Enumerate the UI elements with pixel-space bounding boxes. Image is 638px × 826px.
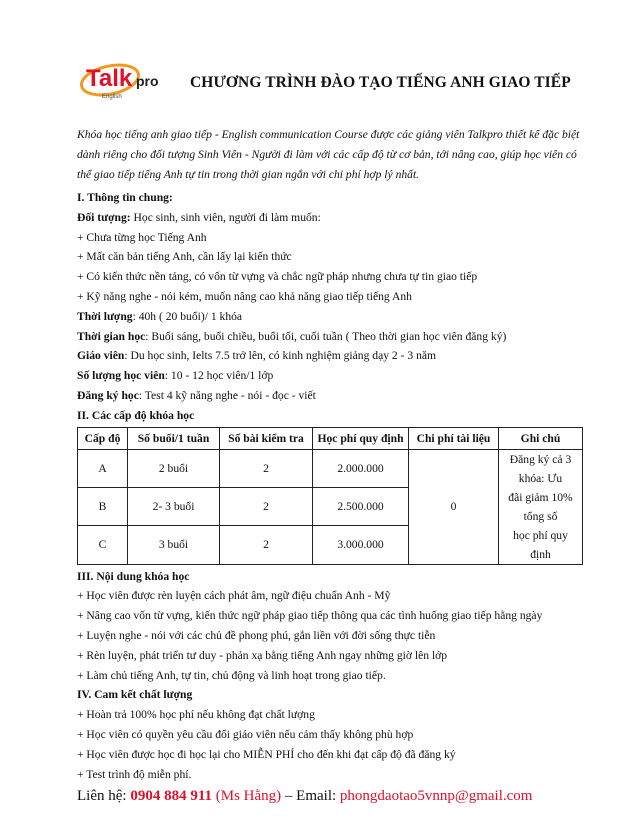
content-bullet: + Làm chủ tiếng Anh, tự tin, chủ động và linh hoạt trong giao tiếp. <box>77 668 386 682</box>
document-title: CHƯƠNG TRÌNH ĐÀO TẠO TIẾNG ANH GIAO TIẾP <box>190 74 571 91</box>
note-cell <box>499 449 583 564</box>
section-content-heading: III. Nội dung khóa học <box>77 569 190 583</box>
contact-email-link[interactable]: phongdaotao5vnnp@gmail.com <box>339 788 533 805</box>
section-levels-heading: II. Các cấp độ khóa học <box>77 408 195 422</box>
contact-person: (Ms Hằng) <box>212 788 282 805</box>
note-line: học phí quy định <box>513 528 568 561</box>
contact-phone[interactable]: 0904 884 911 <box>130 788 213 805</box>
contact-label: Liên hệ: <box>77 788 131 805</box>
target-bullet: + Kỹ năng nghe - nói kém, muốn nâng cao khả năng giao tiếp tiếng Anh <box>77 289 412 303</box>
column-header: Cấp độ <box>78 427 128 449</box>
table-cell: 2.000.000 <box>313 449 409 487</box>
duration-label: Thời lượng <box>77 309 133 323</box>
target-label: Đối tượng: <box>77 210 131 224</box>
table-row <box>78 449 583 487</box>
content-bullet: + Học viên được rèn luyện cách phát âm, ngữ điệu chuẩn Anh - Mỹ <box>77 589 391 603</box>
commitment-bullet: + Test trình độ miễn phí. <box>77 767 192 781</box>
table-cell: C <box>78 526 128 564</box>
email-label: – Email: <box>281 788 340 805</box>
svg-text:Talk: Talk <box>86 65 133 92</box>
target-bullet: + Chưa từng học Tiếng Anh <box>77 230 207 244</box>
column-header: Học phí quy định <box>313 427 409 449</box>
talkpro-logo <box>80 52 180 102</box>
material-cost-cell: 0 <box>409 449 499 564</box>
table-cell: 2.500.000 <box>313 487 409 525</box>
levels-table <box>77 427 583 565</box>
table-cell: 2 <box>220 526 313 564</box>
table-cell: 2- 3 buổi <box>128 487 220 525</box>
table-cell: A <box>78 449 128 487</box>
duration-row <box>77 307 587 327</box>
column-header: Số bài kiểm tra <box>220 427 313 449</box>
table-cell: 3.000.000 <box>313 526 409 564</box>
content-bullet: + Luyện nghe - nói với các chủ đề phong phú, gắn liền với đời sống thực tiễn <box>77 628 436 642</box>
intro-paragraph: Khóa học tiếng anh giao tiếp - English communication Course được các giảng viên Talkpro thiết kế đặc biệt dành riêng cho đối tượng Sinh Viên - Người đi làm với các cấp độ từ cơ bản, tới nâng cao, giúp học viên có thể giao tiếp tiếng Anh tự tin trong thời gian ngắn với chi phí hợp lý nhất. <box>77 128 580 181</box>
table-header-row <box>78 427 583 449</box>
note-line: đãi giảm 10% tổng số <box>508 490 573 523</box>
section-commitment-heading: IV. Cam kết chất lượng <box>77 688 193 702</box>
svg-text:English: English <box>102 94 122 100</box>
schedule-label: Thời gian học <box>77 329 146 343</box>
class-size-label: Số lượng học viên <box>77 369 165 383</box>
header <box>80 52 620 112</box>
svg-text:pro: pro <box>136 73 159 89</box>
table-cell: B <box>78 487 128 525</box>
contact-line <box>77 788 587 805</box>
target-value: Học sinh, sinh viên, người đi làm muốn: <box>130 210 321 224</box>
schedule-row <box>77 327 587 347</box>
teacher-label: Giáo viên <box>77 349 125 363</box>
column-header: Ghi chú <box>499 427 583 449</box>
table-cell: 2 <box>220 487 313 525</box>
commitment-bullet: + Hoàn trả 100% học phí nếu không đạt chất lượng <box>77 708 315 722</box>
class-size-value: : 10 - 12 học viên/1 lớp <box>164 369 274 383</box>
teacher-row <box>77 346 587 366</box>
commitment-bullet: + Học viên có quyền yêu cầu đổi giáo viên nếu cảm thấy không phù hợp <box>77 727 414 741</box>
class-size-row <box>77 366 587 386</box>
target-bullet: + Mất căn bản tiếng Anh, cần lấy lại kiến thức <box>77 250 292 264</box>
document-body <box>77 125 587 805</box>
teacher-value: : Du học sinh, Ielts 7.5 trở lên, có kinh nghiệm giảng dạy 2 - 3 năm <box>124 349 437 363</box>
register-value: : Test 4 kỹ năng nghe - nói - đọc - viết <box>138 388 316 402</box>
section-general-heading: I. Thông tin chung: <box>77 191 173 204</box>
column-header: Chi phí tài liệu <box>409 427 499 449</box>
content-bullet: + Nâng cao vốn từ vựng, kiến thức ngữ pháp giao tiếp thông qua các tình huống giao tiếp hằng ngày <box>77 609 543 623</box>
table-cell: 3 buổi <box>128 526 220 564</box>
content-bullet: + Rèn luyện, phát triển tư duy - phản xạ bằng tiếng Anh ngay những giờ lên lớp <box>77 648 448 662</box>
register-label: Đăng ký học <box>77 388 139 402</box>
target-row <box>77 208 587 228</box>
table-cell: 2 buổi <box>128 449 220 487</box>
commitment-bullet: + Học viên được học đi học lại cho MIỄN PHÍ cho đến khi đạt cấp độ đã đăng ký <box>77 747 456 761</box>
duration-value: : 40h ( 20 buổi)/ 1 khóa <box>132 309 243 323</box>
register-row <box>77 386 587 406</box>
column-header: Số buổi/1 tuần <box>128 427 220 449</box>
table-cell: 2 <box>220 449 313 487</box>
note-line: Đăng ký cả 3 khóa: Ưu <box>509 452 572 485</box>
schedule-value: : Buổi sáng, buổi chiều, buổi tối, cuối tuần ( Theo thời gian học viên đăng ký) <box>145 329 507 343</box>
target-bullet: + Có kiến thức nền tảng, có vốn từ vựng và chắc ngữ pháp nhưng chưa tự tin giao tiếp <box>77 270 478 284</box>
